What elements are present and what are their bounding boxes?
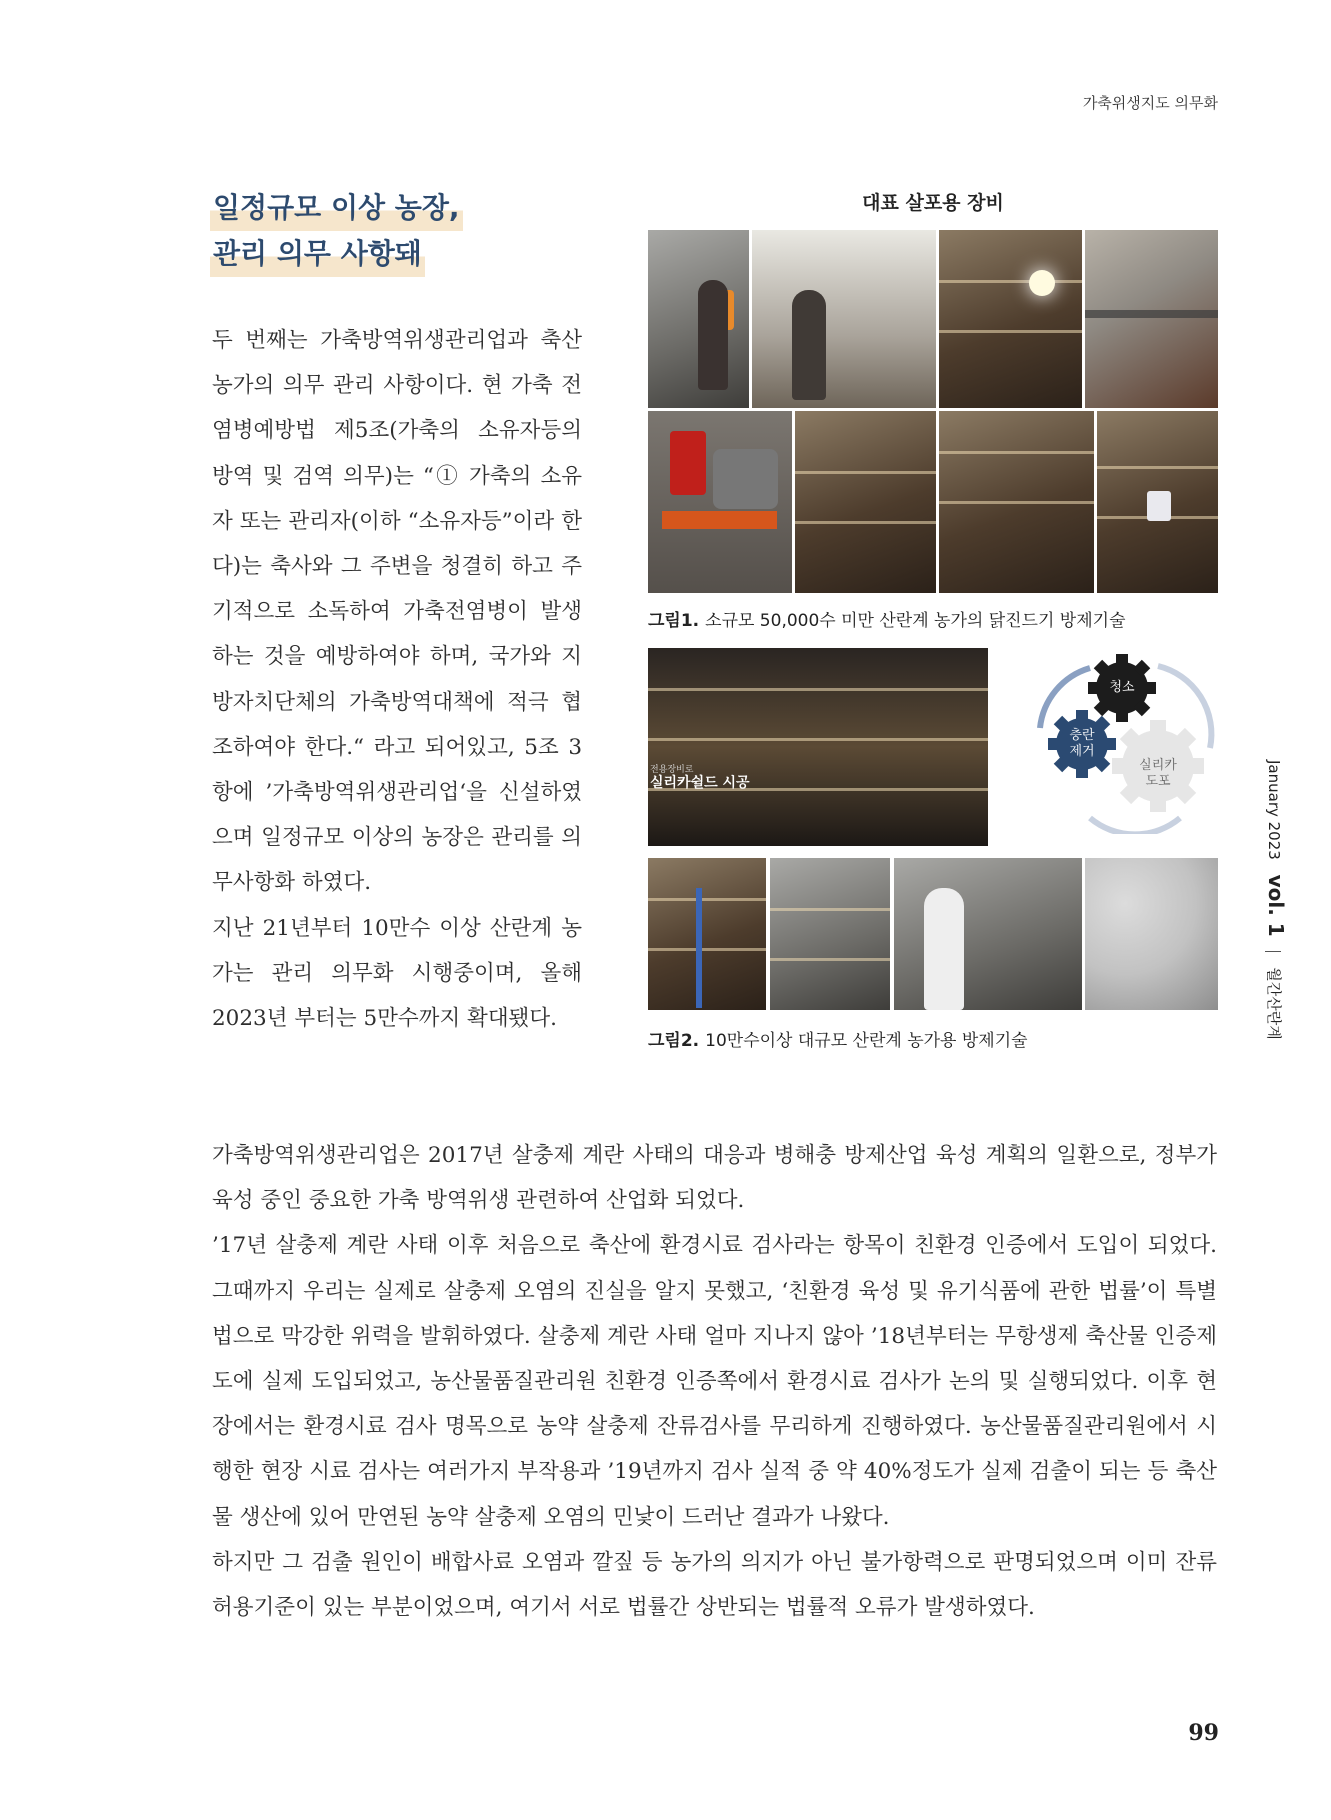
section-title-line2: 관리 의무 사항돼 xyxy=(210,231,425,277)
photo-cage-aisle-2 xyxy=(770,858,890,1010)
photo-worker-cages xyxy=(795,411,936,593)
side-tab-divider xyxy=(1266,951,1282,952)
figure2-caption-text: 10만수이상 대규모 산란계 농가용 방제기술 xyxy=(705,1031,1028,1051)
video-frame-silica-shield xyxy=(648,648,988,846)
photo-fogging-house xyxy=(752,230,936,408)
figure1-caption xyxy=(648,606,1126,631)
section-title xyxy=(210,185,463,277)
video-overlay-caption: 실리카쉴드 시공 xyxy=(650,775,750,791)
figure1-caption-text: 소규모 50,000수 미만 산란계 농가의 닭진드기 방제기술 xyxy=(705,611,1126,631)
full-width-text xyxy=(212,1133,1217,1630)
section-title-line1: 일정규모 이상 농장, xyxy=(210,185,463,231)
figure2-caption-label: 그림2. xyxy=(648,1031,700,1051)
gear-label-egg-removal: 충란 제거 xyxy=(1069,728,1095,759)
photo-worker-protective-suit xyxy=(894,858,1082,1010)
cycle-arrow xyxy=(1090,818,1180,834)
gear-label-silica: 실리카 도포 xyxy=(1139,758,1177,789)
photo-silica-coating-texture xyxy=(1085,858,1218,1010)
figure-title: 대표 살포용 장비 xyxy=(862,192,1004,214)
body-paragraph: 두 번째는 가축방역위생관리업과 축산농가의 의무 관리 사항이다. 현 가축 전염병예방법 제5조(가축의 소유자등의 방역 및 검역 의무)는 “① 가축의 소유자 또는 관리자(이하 “소유자등”이라 한다)는 축사와 그 주변을 청결히 하고 주기적으로 소독하여 가축전염병이 발생하는 것을 예방하여야 하며, 국가와 지방자치단체의 가축방역대책에 적극 협조하여야 한다.“ 라고 되어있고, 5조 3항에 ’가축방역위생관리업‘을 신설하였으며 일정규모 이상의 농장은 관리를 의무사항화 하였다. xyxy=(212,328,582,896)
photo-spraying-cages xyxy=(939,230,1082,408)
photo-spray-nozzle xyxy=(1085,230,1218,408)
photo-sprayer-backpack xyxy=(648,230,749,408)
gear-label-cleaning: 청소 xyxy=(1109,680,1135,695)
gear-cycle-diagram xyxy=(1030,648,1220,834)
side-tab xyxy=(1264,760,1308,1040)
page-number: 99 xyxy=(1188,1720,1219,1746)
side-tab-magazine: 월간산란계 xyxy=(1265,967,1283,1040)
photo-cage-aisle-1 xyxy=(648,858,766,1010)
body-paragraph: 하지만 그 검출 원인이 배합사료 오염과 깔짚 등 농가의 의지가 아닌 불가항력으로 판명되었으며 이미 잔류 허용기준이 있는 부분이었으며, 여기서 서로 법률간 상반되는 법률적 오류가 발생하였다. xyxy=(212,1549,1217,1621)
photo-worker-aisle xyxy=(939,411,1094,593)
body-paragraph: ’17년 살충제 계란 사태 이후 처음으로 축산에 환경시료 검사라는 항목이 친환경 인증에서 도입이 되었다. 그때까지 우리는 실제로 살충제 오염의 진실을 알지 못했고, ‘친환경 육성 및 유기식품에 관한 법률’이 특별법으로 막강한 위력을 발휘하였다. 살충제 계란 사태 얼마 지나지 않아 ’18년부터는 무항생제 축산물 인증제도에 실제 도입되었고, 농산물품질관리원 친환경 인증쪽에서 환경시료 검사가 논의 및 실행되었다. 이후 현장에서는 환경시료 검사 명목으로 농약 살충제 잔류검사를 무리하게 진행하였다. 농산물품질관리원에서 시행한 현장 시료 검사는 여러가지 부작용과 ’19년까지 검사 실적 중 약 40%정도가 실제 검출이 되는 등 축산물 생산에 있어 만연된 농약 살충제 오염의 민낯이 드러난 결과가 나왔다. xyxy=(212,1233,1217,1530)
photo-worker-backpack xyxy=(1097,411,1218,593)
figure1-caption-label: 그림1. xyxy=(648,611,700,631)
body-paragraph: 지난 21년부터 10만수 이상 산란계 농가는 관리 의무화 시행중이며, 올해 2023년 부터는 5만수까지 확대됐다. xyxy=(212,915,582,1032)
side-tab-month: January 2023 xyxy=(1265,760,1283,860)
video-overlay-caption-small: 전용장비로 xyxy=(650,765,694,775)
section-header-label: 가축위생지도 의무화 xyxy=(1082,94,1218,112)
body-paragraph: 가축방역위생관리업은 2017년 살충제 계란 사태의 대응과 병해충 방제산업 육성 계획의 일환으로, 정부가 육성 중인 중요한 가축 방역위생 관련하여 산업화 되었다. xyxy=(212,1143,1217,1214)
photo-sprayer-machine xyxy=(648,411,792,593)
left-column-text xyxy=(212,318,582,1041)
side-tab-volume: vol. 1 xyxy=(1264,874,1288,937)
figure2-caption xyxy=(648,1026,1028,1051)
